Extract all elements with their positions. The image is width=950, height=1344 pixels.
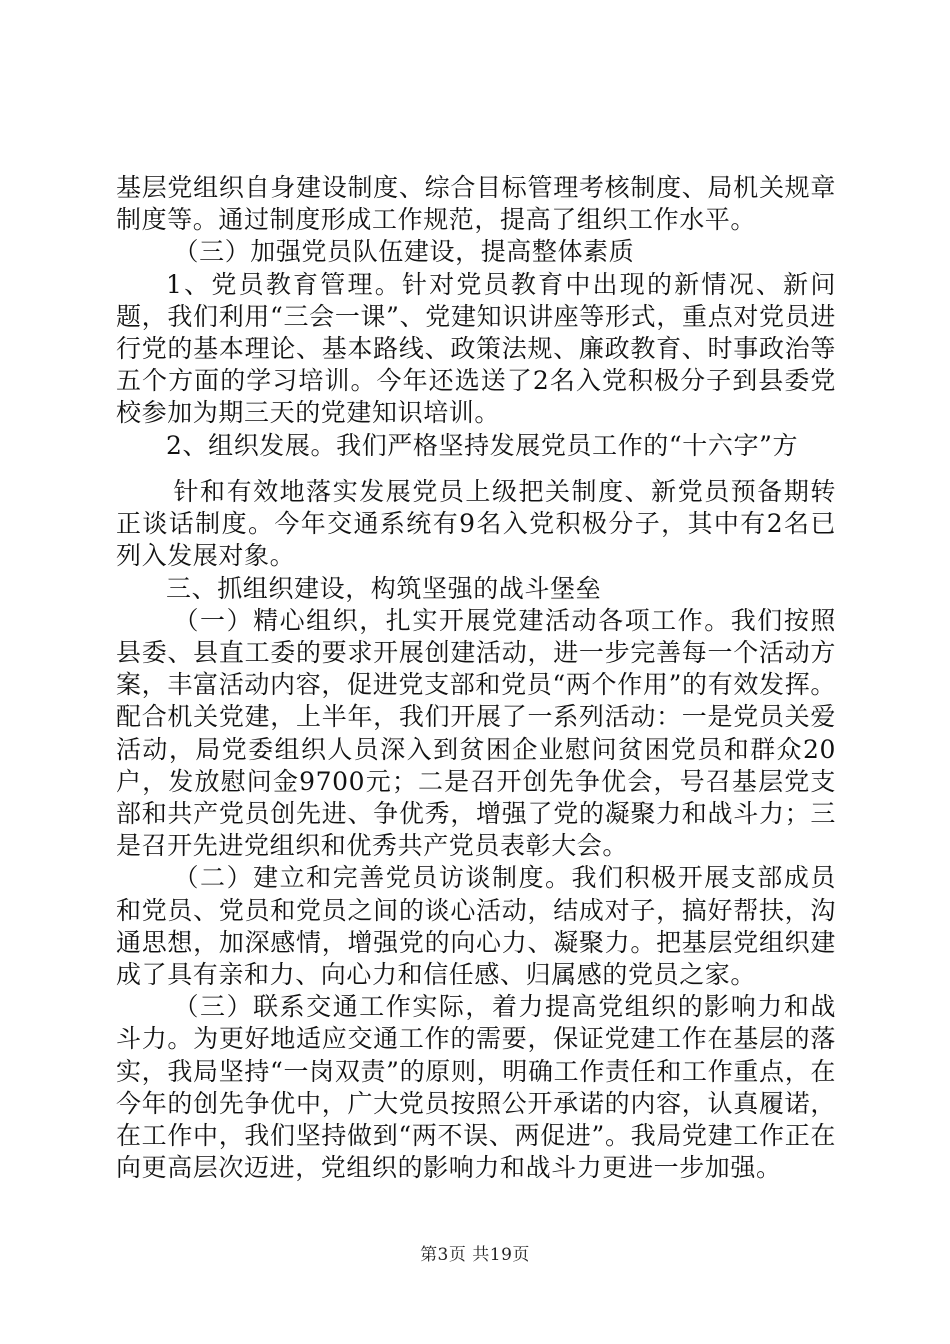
page-number-footer: 第3页 共19页 xyxy=(420,1245,530,1265)
text-block-lower xyxy=(116,476,836,1184)
paragraph-member-education: 1、党员教育管理。针对党员教育中出现的新情况、新问题，我们利用“三会一课”、党建知识讲座等形式，重点对党员进行党的基本理论、基本路线、政策法规、廉政教育、时事政治等五个方面的学习培训。今年还选送了2名入党积极分子到县委党校参加为期三天的党建知识培训。 xyxy=(116,269,836,428)
paragraph-organization-development: 2、组织发展。我们严格坚持发展党员工作的“十六字”方 xyxy=(166,430,799,460)
section-heading-organization-building: 三、抓组织建设，构筑坚强的战斗堡垒 xyxy=(166,573,602,603)
paragraph-development-continued: 针和有效地落实发展党员上级把关制度、新党员预备期转正谈话制度。今年交通系统有9名入党积极分子，其中有2名已列入发展对象。 xyxy=(116,477,836,571)
paragraph-continued-regulations: 基层党组织自身建设制度、综合目标管理考核制度、局机关规章制度等。通过制度形成工作规范，提高了组织工作水平。 xyxy=(116,173,836,235)
paragraph-traffic-work: （三）联系交通工作实际，着力提高党组织的影响力和战斗力。为更好地适应交通工作的需要，保证党建工作在基层的落实，我局坚持“一岗双责”的原则，明确工作责任和工作重点，在今年的创先争优中，广大党员按照公开承诺的内容，认真履诺，在工作中，我们坚持做到“两不误、两促进”。我局党建工作正在向更高层次迈进，党组织的影响力和战斗力更进一步加强。 xyxy=(116,992,836,1183)
paragraph-interview-system: （二）建立和完善党员访谈制度。我们积极开展支部成员和党员、党员和党员之间的谈心活动，结成对子，搞好帮扶，沟通思想，加深感情，增强党的向心力、凝聚力。把基层党组织建成了具有亲和力、向心力和信任感、归属感的党员之家。 xyxy=(116,863,836,990)
section-heading-team-building: （三）加强党员队伍建设，提高整体素质 xyxy=(173,237,635,267)
text-block-upper xyxy=(116,172,836,462)
paragraph-party-activities: （一）精心组织，扎实开展党建活动各项工作。我们按照县委、县直工委的要求开展创建活动，进一步完善每一个活动方案，丰富活动内容，促进党支部和党员“两个作用”的有效发挥。配合机关党建，上半年，我们开展了一系列活动：一是党员关爱活动，局党委组织人员深入到贫困企业慰问贫困党员和群众20户，发放慰问金9700元；二是召开创先争优会，号召基层党支部和共产党员创先进、争优秀，增强了党的凝聚力和战斗力；三是召开先进党组织和优秀共产党员表彰大会。 xyxy=(116,605,836,861)
